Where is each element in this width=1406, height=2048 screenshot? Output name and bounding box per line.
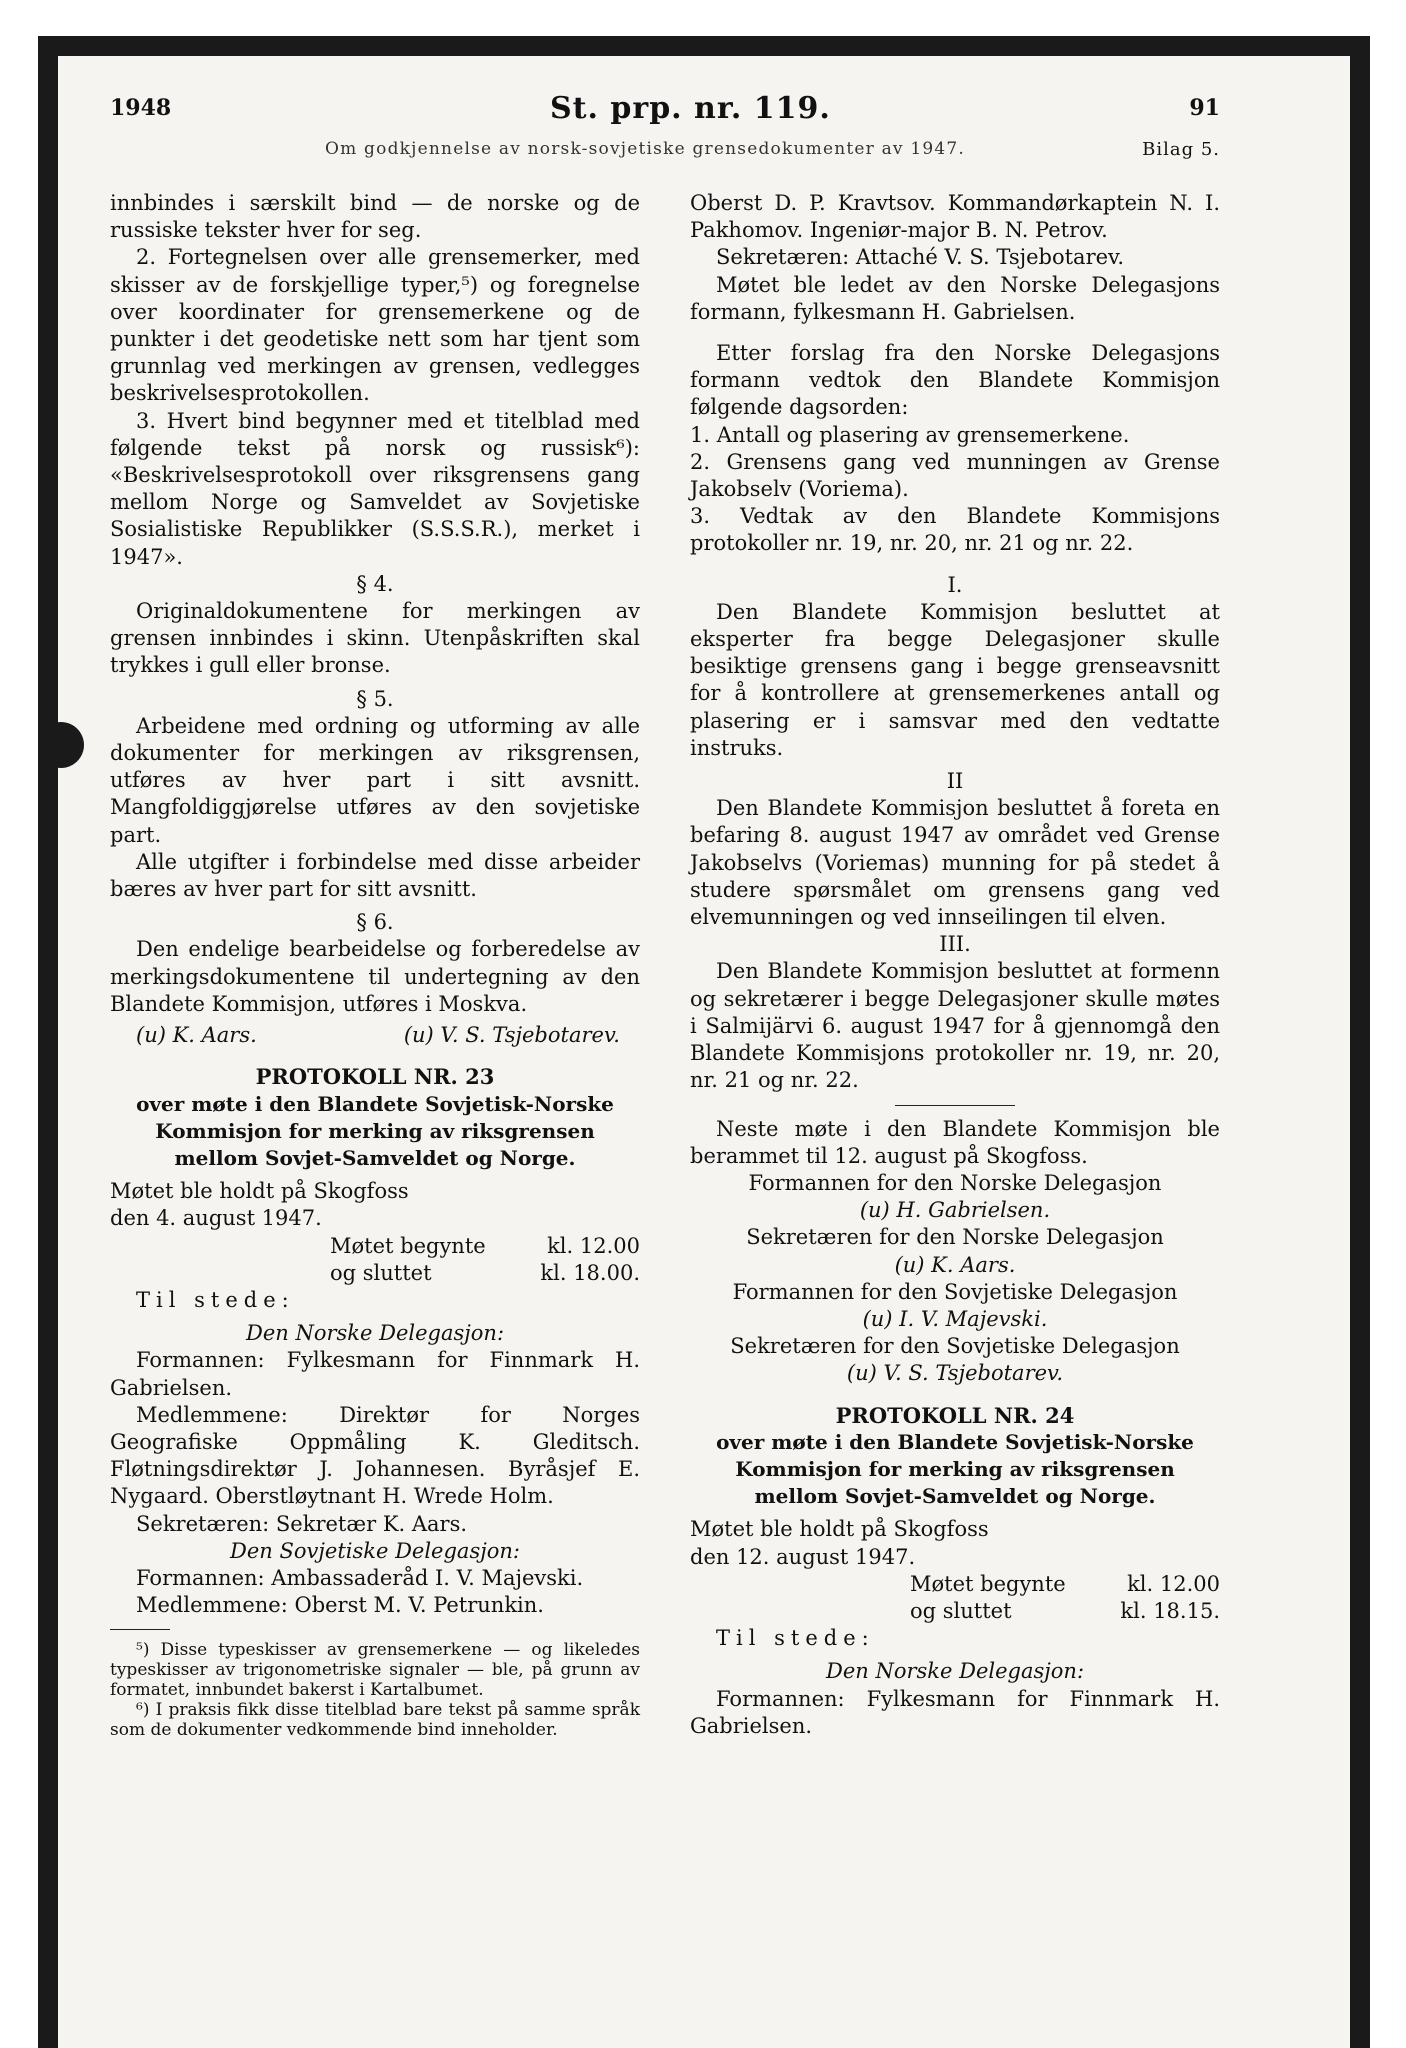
signatory-role: Formannen for den Norske Delegasjon	[748, 1170, 1162, 1195]
protocol-subtitle: over møte i den Blandete Sovjetisk-Norske Kommisjon for merking av riksgrensen mellom Sovjet-Samveldet og Norge.	[136, 1091, 614, 1170]
agenda-item: 1. Antall og plasering av grensemerkene.	[690, 422, 1130, 447]
footnotes	[110, 1629, 640, 1740]
end-time: kl. 18.15.	[1120, 1598, 1220, 1623]
section-heading: § 4.	[356, 571, 394, 596]
section-heading: § 5.	[356, 686, 394, 711]
start-label: Møtet begynte	[330, 1233, 486, 1258]
delegation-heading: Den Sovjetiske Delegasjon:	[230, 1538, 520, 1563]
delegation-heading: Den Norske Delegasjon:	[825, 1659, 1085, 1684]
paragraph: Originaldokumentene for merkingen av grensen innbindes i skinn. Utenpåskriften skal trykkes i gull eller bronse.	[110, 599, 640, 678]
signature-left: (u) K. Aars.	[136, 1023, 257, 1048]
header-subtitle: Om godkjennelse av norsk-sovjetiske grensedokumenter av 1947.	[325, 139, 965, 159]
paragraph: innbindes i særskilt bind — de norske og de russiske tekster hver for seg.	[110, 191, 640, 243]
meeting-times	[690, 1571, 1220, 1625]
paragraph: Neste møte i den Blandete Kommisjon ble berammet til 12. august på Skogfoss.	[690, 1116, 1220, 1168]
agenda-item: 3. Vedtak av den Blandete Kommisjons protokoller nr. 19, nr. 20, nr. 21 og nr. 22.	[690, 504, 1220, 556]
meeting-place: Møtet ble holdt på Skogfoss	[110, 1179, 409, 1204]
paragraph: Medlemmene: Oberst M. V. Petrunkin.	[136, 1593, 544, 1618]
start-time: kl. 12.00	[547, 1233, 640, 1258]
agenda-item: 2. Grensens gang ved munningen av Grense Jakobselv (Voriema).	[690, 449, 1220, 502]
section-heading: § 6.	[356, 910, 394, 935]
paragraph: Den Blandete Kommisjon besluttet at formenn og sekretærer i begge Delegasjoner skulle møtes i Salmijärvi 6. august 1947 for å gjennomgå den Blandete Kommisjons protokoller nr. 19, nr. 20, nr. 21 og nr. 22.	[690, 959, 1220, 1093]
signature-row	[110, 1018, 640, 1049]
header-title: St. prp. nr. 119.	[550, 91, 831, 126]
paragraph: Den Blandete Kommisjon besluttet å foreta en befaring 8. august 1947 av området ved Grense Jakobselvs (Voriemas) munning for på stedet å studere spørsmålet om grensens gang ved elvemunningen og ved innseilingen til elven.	[690, 796, 1220, 930]
item-heading: III.	[939, 932, 971, 957]
signatory-name: (u) V. S. Tsjebotarev.	[846, 1361, 1064, 1386]
delegation-heading: Den Norske Delegasjon:	[245, 1321, 505, 1346]
paragraph: Arbeidene med ordning og utforming av alle dokumenter for merkingen av riksgrensen, utføres av hver part i sitt avsnitt. Mangfoldiggjørelse utføres av den sovjetiske part.	[110, 713, 640, 847]
paragraph: Alle utgifter i forbindelse med disse arbeider bæres av hver part for sitt avsnitt.	[110, 849, 640, 902]
paragraph: 2. Fortegnelsen over alle grensemerker, med skisser av de forskjellige typer,⁵) og foregnelse over koordinater for grensemerkene og de punkter i det geodetiske nett som har tjent som grunnlag ved merkingen av grensen, vedlegges beskrivelsesprotokollen.	[110, 245, 640, 406]
start-label: Møtet begynte	[910, 1571, 1066, 1596]
paragraph: Medlemmene: Direktør for Norges Geografiske Oppmåling K. Gleditsch. Fløtningsdirektør J. Johannesen. Byråsjef E. Nygaard. Oberstløytnant H. Wrede Holm.	[110, 1402, 640, 1509]
signatory-name: (u) H. Gabrielsen.	[859, 1198, 1051, 1223]
signatory-role: Formannen for den Sovjetiske Delegasjon	[732, 1279, 1178, 1304]
paragraph: Den endelige bearbeidelse og forberedelse av merkingsdokumentene til undertegning av den Blandete Kommisjon, utføres i Moskva.	[110, 937, 640, 1016]
divider	[895, 1105, 1015, 1106]
footnote: ⁶) I praksis fikk disse titelblad bare tekst på samme språk som de dokumenter vedkommende bind inneholder.	[110, 1700, 640, 1741]
item-heading: II	[946, 769, 964, 794]
page-header	[110, 91, 1220, 165]
paragraph: Sekretæren: Attaché V. S. Tsjebotarev.	[716, 245, 1125, 270]
protocol-subtitle: over møte i den Blandete Sovjetisk-Norske Kommisjon for merking av riksgrensen mellom Sovjet-Samveldet og Norge.	[716, 1429, 1194, 1509]
paragraph: Oberst D. P. Kravtsov. Kommandørkaptein N. I. Pakhomov. Ingeniør-major B. N. Petrov.	[690, 191, 1220, 243]
header-year: 1948	[110, 95, 172, 121]
attendance-label: Til stede:	[716, 1626, 875, 1651]
signature-right: (u) V. S. Tsjebotarev.	[403, 1023, 620, 1048]
protocol-title: PROTOKOLL NR. 23	[255, 1064, 495, 1090]
item-heading: I.	[947, 572, 963, 597]
paragraph: Sekretæren: Sekretær K. Aars.	[136, 1511, 468, 1536]
signatory-name: (u) I. V. Majevski.	[862, 1306, 1048, 1331]
paragraph: Etter forslag fra den Norske Delegasjons formann vedtok den Blandete Kommisjon følgende dagsorden:	[690, 341, 1220, 420]
meeting-place: Møtet ble holdt på Skogfoss	[690, 1517, 989, 1542]
signatory-role: Sekretæren for den Norske Delegasjon	[746, 1225, 1164, 1250]
meeting-date: den 4. august 1947.	[110, 1206, 322, 1231]
meeting-date: den 12. august 1947.	[690, 1544, 916, 1569]
start-time: kl. 12.00	[1127, 1571, 1220, 1596]
paragraph: Formannen: Ambassaderåd I. V. Majevski.	[136, 1565, 584, 1590]
paragraph: Møtet ble ledet av den Norske Delegasjons formann, fylkesmann H. Gabrielsen.	[690, 272, 1220, 324]
header-bilag: Bilag 5.	[1142, 139, 1220, 160]
left-column	[110, 190, 640, 1740]
paragraph: Formannen: Fylkesmann for Finnmark H. Gabrielsen.	[690, 1686, 1220, 1738]
right-column	[690, 190, 1220, 1740]
punch-hole	[38, 722, 84, 768]
protocol-title: PROTOKOLL NR. 24	[835, 1402, 1075, 1428]
end-label: og sluttet	[330, 1260, 432, 1285]
signatory-name: (u) K. Aars.	[894, 1252, 1016, 1277]
paragraph: 3. Hvert bind begynner med et titelblad med følgende tekst på norsk og russisk⁶): «Beskrivelsesprotokoll over riksgrensens gang mellom Norge og Samveldet av Sovjetiske Sosialistiske Republikker (S.S.S.R.), merket i 1947».	[110, 408, 640, 569]
paragraph: Den Blandete Kommisjon besluttet at eksperter fra begge Delegasjoner skulle besiktige grensens gang i begge grenseavsnitt for å kontrollere at grensemerkenes antall og plasering er i samsvar med den vedtatte instruks.	[690, 599, 1220, 760]
signatory-role: Sekretæren for den Sovjetiske Delegasjon	[730, 1334, 1180, 1359]
end-time: kl. 18.00.	[540, 1260, 640, 1285]
end-label: og sluttet	[910, 1598, 1012, 1623]
page-number: 91	[1189, 95, 1220, 121]
footnote: ⁵) Disse typeskisser av grensemerkene — og likeledes typeskisser av trigonometriske signaler — ble, på grunn av formatet, innbundet bakerst i Kartalbumet.	[110, 1640, 640, 1701]
attendance-label: Til stede:	[136, 1287, 295, 1312]
paragraph: Formannen: Fylkesmann for Finnmark H. Gabrielsen.	[110, 1348, 640, 1400]
meeting-times	[110, 1233, 640, 1287]
